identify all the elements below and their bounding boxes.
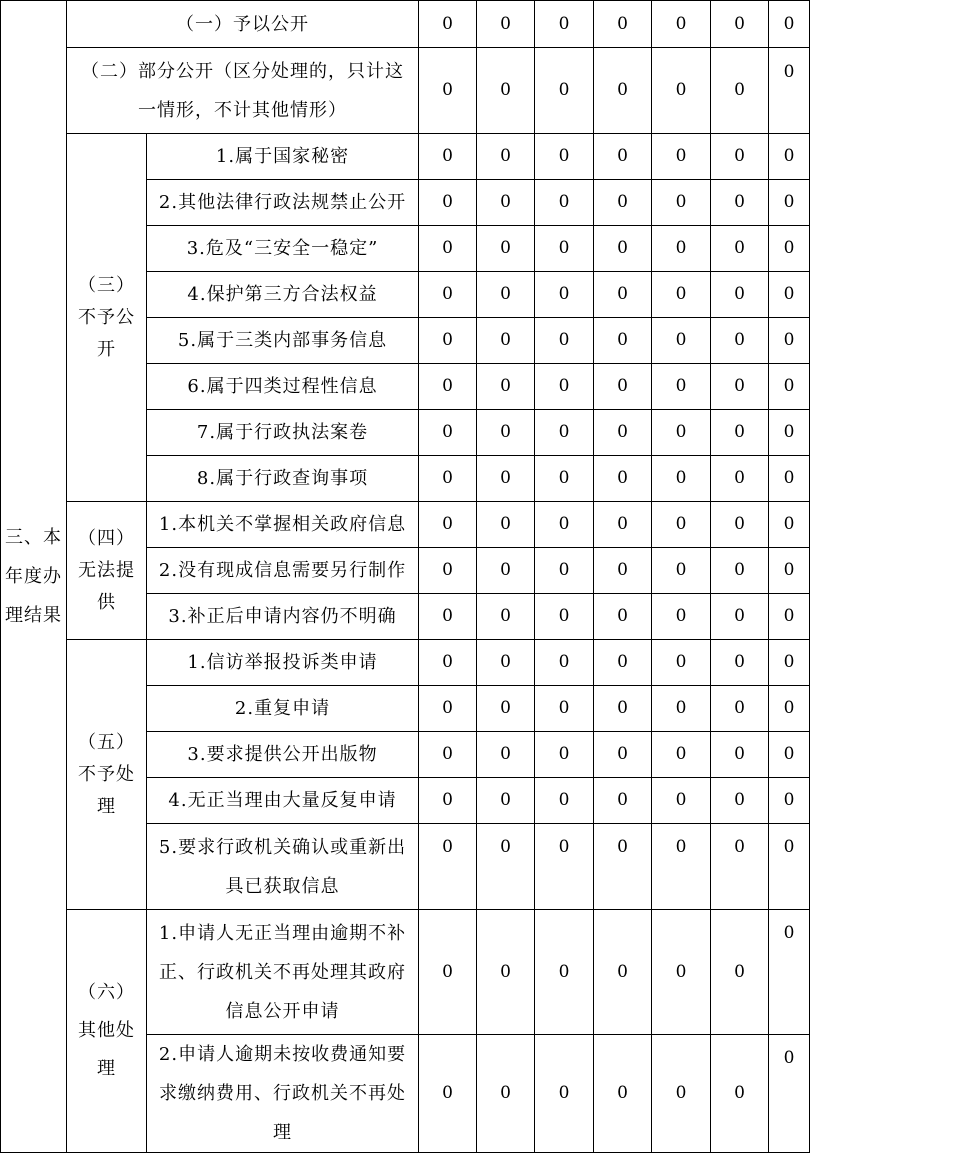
cell-value: 0 — [419, 778, 477, 824]
cell-value: 0 — [477, 318, 535, 364]
group-label: （六）其他处理 — [67, 910, 147, 1153]
cell-value: 0 — [652, 318, 711, 364]
item-label: 5.要求行政机关确认或重新出具已获取信息 — [147, 824, 419, 910]
cell-value: 0 — [652, 686, 711, 732]
item-label: 4.无正当理由大量反复申请 — [147, 778, 419, 824]
cell-value: 0 — [419, 134, 477, 180]
cell-value: 0 — [594, 272, 652, 318]
cell-value: 0 — [594, 1, 652, 48]
cell-value: 0 — [535, 910, 594, 1035]
cell-value: 0 — [477, 910, 535, 1035]
cell-value: 0 — [652, 910, 711, 1035]
cell-value: 0 — [594, 824, 652, 910]
cell-value: 0 — [477, 48, 535, 134]
cell-value: 0 — [535, 732, 594, 778]
cell-value: 0 — [769, 272, 810, 318]
row-label: （二）部分公开（区分处理的，只计这一情形，不计其他情形） — [67, 48, 419, 134]
cell-value: 0 — [535, 410, 594, 456]
item-label: 4.保护第三方合法权益 — [147, 272, 419, 318]
cell-value: 0 — [594, 364, 652, 410]
cell-value: 0 — [711, 1035, 769, 1153]
cell-value: 0 — [769, 318, 810, 364]
cell-value: 0 — [477, 364, 535, 410]
cell-value: 0 — [769, 456, 810, 502]
cell-value: 0 — [477, 410, 535, 456]
cell-value: 0 — [711, 226, 769, 272]
cell-value: 0 — [769, 778, 810, 824]
cell-value: 0 — [594, 548, 652, 594]
cell-value: 0 — [652, 456, 711, 502]
table-row — [1, 1, 810, 48]
cell-value: 0 — [711, 778, 769, 824]
cell-value: 0 — [711, 410, 769, 456]
cell-value: 0 — [711, 824, 769, 910]
cell-value: 0 — [769, 180, 810, 226]
cell-value: 0 — [594, 594, 652, 640]
cell-value: 0 — [419, 410, 477, 456]
cell-value: 0 — [711, 48, 769, 134]
cell-value: 0 — [652, 548, 711, 594]
cell-value: 0 — [711, 640, 769, 686]
cell-value: 0 — [594, 410, 652, 456]
section-label: 三、本年度办理结果 — [1, 1, 67, 1153]
cell-value: 0 — [535, 226, 594, 272]
cell-value: 0 — [652, 226, 711, 272]
group-label: （四）无法提供 — [67, 502, 147, 640]
item-label: 1.信访举报投诉类申请 — [147, 640, 419, 686]
cell-value: 0 — [419, 732, 477, 778]
cell-value: 0 — [477, 272, 535, 318]
item-label: 3.补正后申请内容仍不明确 — [147, 594, 419, 640]
item-label: 3.危及“三安全一稳定” — [147, 226, 419, 272]
cell-value: 0 — [594, 502, 652, 548]
cell-value: 0 — [477, 456, 535, 502]
cell-value: 0 — [594, 134, 652, 180]
cell-value: 0 — [535, 318, 594, 364]
group-label: （三）不予公开 — [67, 134, 147, 502]
cell-value: 0 — [419, 318, 477, 364]
cell-value: 0 — [652, 502, 711, 548]
cell-value: 0 — [594, 180, 652, 226]
cell-value: 0 — [769, 410, 810, 456]
cell-value: 0 — [477, 778, 535, 824]
cell-value: 0 — [769, 640, 810, 686]
cell-value: 0 — [652, 134, 711, 180]
cell-value: 0 — [652, 364, 711, 410]
cell-value: 0 — [477, 502, 535, 548]
cell-value: 0 — [711, 732, 769, 778]
cell-value: 0 — [535, 548, 594, 594]
cell-value: 0 — [711, 686, 769, 732]
item-label: 6.属于四类过程性信息 — [147, 364, 419, 410]
cell-value: 0 — [419, 686, 477, 732]
cell-value: 0 — [594, 640, 652, 686]
cell-value: 0 — [535, 364, 594, 410]
cell-value: 0 — [769, 502, 810, 548]
cell-value: 0 — [419, 456, 477, 502]
cell-value: 0 — [652, 824, 711, 910]
item-label: 1.本机关不掌握相关政府信息 — [147, 502, 419, 548]
cell-value: 0 — [594, 226, 652, 272]
cell-value: 0 — [711, 1, 769, 48]
cell-value: 0 — [535, 640, 594, 686]
cell-value: 0 — [535, 686, 594, 732]
item-label: 2.没有现成信息需要另行制作 — [147, 548, 419, 594]
cell-value: 0 — [652, 48, 711, 134]
cell-value: 0 — [535, 502, 594, 548]
cell-value: 0 — [477, 134, 535, 180]
table-row — [1, 48, 810, 134]
cell-value: 0 — [477, 640, 535, 686]
item-label: 1.属于国家秘密 — [147, 134, 419, 180]
item-label: 3.要求提供公开出版物 — [147, 732, 419, 778]
cell-value: 0 — [594, 732, 652, 778]
cell-value: 0 — [711, 594, 769, 640]
cell-value: 0 — [711, 456, 769, 502]
cell-value: 0 — [652, 272, 711, 318]
cell-value: 0 — [419, 594, 477, 640]
cell-value: 0 — [419, 824, 477, 910]
item-label: 2.其他法律行政法规禁止公开 — [147, 180, 419, 226]
cell-value: 0 — [769, 910, 810, 1035]
cell-value: 0 — [419, 180, 477, 226]
cell-value: 0 — [711, 134, 769, 180]
cell-value: 0 — [594, 1035, 652, 1153]
cell-value: 0 — [477, 226, 535, 272]
cell-value: 0 — [535, 48, 594, 134]
cell-value: 0 — [419, 910, 477, 1035]
cell-value: 0 — [652, 1, 711, 48]
cell-value: 0 — [769, 824, 810, 910]
cell-value: 0 — [711, 272, 769, 318]
cell-value: 0 — [535, 1, 594, 48]
cell-value: 0 — [535, 1035, 594, 1153]
table-row — [1, 640, 810, 686]
cell-value: 0 — [419, 364, 477, 410]
cell-value: 0 — [535, 180, 594, 226]
cell-value: 0 — [769, 548, 810, 594]
cell-value: 0 — [769, 48, 810, 134]
cell-value: 0 — [652, 1035, 711, 1153]
cell-value: 0 — [477, 1035, 535, 1153]
group-label: （五）不予处理 — [67, 640, 147, 910]
cell-value: 0 — [419, 272, 477, 318]
cell-value: 0 — [535, 778, 594, 824]
item-label: 7.属于行政执法案卷 — [147, 410, 419, 456]
cell-value: 0 — [769, 226, 810, 272]
cell-value: 0 — [419, 640, 477, 686]
item-label: 8.属于行政查询事项 — [147, 456, 419, 502]
item-label: 2.重复申请 — [147, 686, 419, 732]
cell-value: 0 — [477, 180, 535, 226]
item-label: 5.属于三类内部事务信息 — [147, 318, 419, 364]
cell-value: 0 — [419, 48, 477, 134]
cell-value: 0 — [535, 594, 594, 640]
cell-value: 0 — [594, 456, 652, 502]
cell-value: 0 — [535, 272, 594, 318]
cell-value: 0 — [711, 318, 769, 364]
cell-value: 0 — [535, 824, 594, 910]
cell-value: 0 — [769, 686, 810, 732]
cell-value: 0 — [711, 548, 769, 594]
cell-value: 0 — [769, 134, 810, 180]
table-row — [1, 134, 810, 180]
item-label: 1.申请人无正当理由逾期不补正、行政机关不再处理其政府信息公开申请 — [147, 910, 419, 1035]
cell-value: 0 — [769, 1035, 810, 1153]
cell-value: 0 — [594, 48, 652, 134]
cell-value: 0 — [652, 640, 711, 686]
cell-value: 0 — [769, 1, 810, 48]
cell-value: 0 — [711, 502, 769, 548]
table-row — [1, 502, 810, 548]
cell-value: 0 — [419, 226, 477, 272]
cell-value: 0 — [769, 732, 810, 778]
cell-value: 0 — [535, 456, 594, 502]
cell-value: 0 — [652, 778, 711, 824]
cell-value: 0 — [769, 594, 810, 640]
cell-value: 0 — [594, 318, 652, 364]
cell-value: 0 — [419, 1035, 477, 1153]
cell-value: 0 — [477, 594, 535, 640]
cell-value: 0 — [419, 502, 477, 548]
cell-value: 0 — [477, 1, 535, 48]
cell-value: 0 — [477, 824, 535, 910]
cell-value: 0 — [419, 548, 477, 594]
cell-value: 0 — [594, 910, 652, 1035]
cell-value: 0 — [711, 364, 769, 410]
table-row — [1, 910, 810, 1035]
cell-value: 0 — [419, 1, 477, 48]
cell-value: 0 — [477, 686, 535, 732]
cell-value: 0 — [711, 910, 769, 1035]
cell-value: 0 — [535, 134, 594, 180]
cell-value: 0 — [652, 410, 711, 456]
cell-value: 0 — [711, 180, 769, 226]
cell-value: 0 — [594, 686, 652, 732]
cell-value: 0 — [652, 180, 711, 226]
cell-value: 0 — [652, 732, 711, 778]
cell-value: 0 — [594, 778, 652, 824]
cell-value: 0 — [769, 364, 810, 410]
cell-value: 0 — [477, 732, 535, 778]
cell-value: 0 — [652, 594, 711, 640]
item-label: 2.申请人逾期未按收费通知要求缴纳费用、行政机关不再处理 — [147, 1035, 419, 1153]
cell-value: 0 — [477, 548, 535, 594]
row-label: （一）予以公开 — [67, 1, 419, 48]
